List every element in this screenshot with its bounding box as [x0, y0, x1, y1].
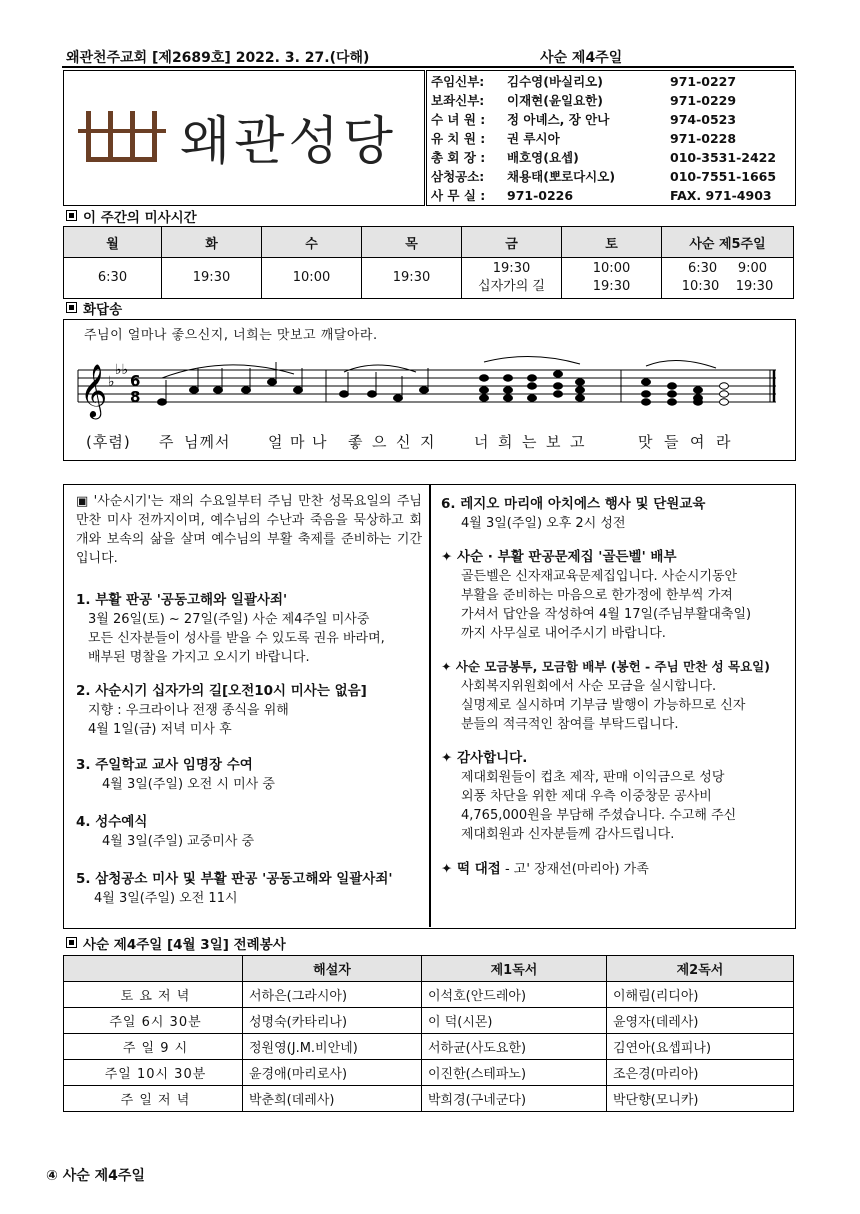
notice-item: 2. 사순시기 십자가의 길[오전10시 미사는 없음] 지향 : 우크라이나 전쟁 종식을 위해 4월 1일(금) 저녁 미사 후 [76, 683, 367, 737]
mass-time: 19:30 [362, 258, 462, 299]
contact-phone: 010-7551-1665 [670, 169, 777, 184]
table-row: 주일 10시 30분 윤경애(마리로사) 이진한(스테파노) 조은경(마리아) [64, 1060, 794, 1086]
notice-item: 4. 성수예식 4월 3일(주일) 교중미사 중 [76, 814, 255, 849]
notice-item: ✦ 사순 · 부활 판공문제집 '골든벨' 배부 골든벨은 신자재교육문제집입니다. 사순시기동안 부활을 준비하는 마음으로 한가정에 한부씩 가져 가셔서 답안을 작성하여 4월 17일(주님부활대축일) 까지 사무실로 내어주시기 바랍니다. [441, 549, 752, 641]
notice-item: 3. 주일학교 교사 임명장 수여 4월 3일(주일) 오전 시 미사 중 [76, 757, 275, 792]
contact-name: 권 루시아 [507, 131, 560, 146]
day-header: 금 [462, 227, 562, 258]
mass-time: 19:30 십자가의 길 [462, 258, 562, 299]
notice-item: ✦ 떡 대접 - 고' 장재선(마리아) 가족 [441, 861, 649, 877]
contact-phone: 971-0229 [670, 93, 737, 108]
service-header: 제1독서 [422, 956, 607, 982]
mass-time: 19:30 [162, 258, 262, 299]
mass-time: 6:30 [64, 258, 162, 299]
liturgical-day: 사순 제4주일 [540, 50, 623, 66]
notices-left-column [76, 590, 424, 908]
table-row: 주일 6시 30분 성명숙(카타리나) 이 덕(시몬) 윤영자(데레사) [64, 1008, 794, 1034]
contact-role: 사 무 실 : [431, 188, 486, 203]
mass-section-title: 이 주간의 미사시간 [66, 206, 197, 226]
day-header: 사순 제5주일 [662, 227, 794, 258]
notices-right-column [441, 494, 791, 879]
square-bullet-icon [66, 302, 77, 313]
contact-phone: 971-0228 [670, 131, 737, 146]
notice-item: 6. 레지오 마리애 아치에스 행사 및 단원교육 4월 3일(주일) 오후 2시 성전 [441, 496, 706, 531]
mass-time: 6:30 9:00 10:30 19:30 [662, 258, 794, 299]
mass-schedule-table [63, 226, 794, 299]
service-header: 해설자 [243, 956, 422, 982]
svg-text:♭♭: ♭♭ [115, 362, 129, 378]
notice-item: ✦ 사순 모금봉투, 모금함 배부 (봉헌 - 주님 만찬 성 목요일) 사회복지위원회에서 사순 모금을 실시합니다. 실명제로 실시하며 기부금 발행이 가능하므로 신자 분들의 적극적인 참여를 부탁드립니다. [441, 659, 770, 732]
notice-item: ✦ 감사합니다. 제대회원들이 컵초 제작, 판매 이익금으로 성당 외풍 차단을 위한 제대 우측 이중창문 공사비 4,765,000원을 부담해 주셨습니다. 수고해 주신 제대회원과 신자분들께 감사드립니다. [441, 750, 737, 842]
page-footer: ④ 사순 제4주일 [46, 1168, 145, 1184]
contact-panel [426, 70, 796, 206]
hymn-section-title: 화답송 [66, 298, 122, 318]
hymn-verse: 주님이 얼마나 좋으신지, 너희는 맛보고 깨달아라. [84, 328, 378, 343]
svg-text:8: 8 [130, 388, 141, 406]
column-divider [429, 484, 431, 927]
bulletin-info: 왜관천주교회 [제2689호] 2022. 3. 27.(다해) [66, 50, 370, 66]
contact-name: 이재현(윤일요한) [507, 93, 603, 108]
day-header: 화 [162, 227, 262, 258]
header-rule [62, 66, 794, 68]
contact-role: 유 치 원 : [431, 131, 486, 146]
contact-name: 김수영(바실리오) [507, 74, 603, 89]
service-header: 제2독서 [607, 956, 794, 982]
contact-role: 삼청공소: [431, 169, 485, 184]
contact-name: 정 아녜스, 장 안나 [507, 112, 610, 127]
hymn-lyrics: (후렴) 주 님께서 얼 마 나 좋 으 신 지 너 희 는 보 고 맛 들 여 라 [86, 433, 732, 451]
table-row: 주 일 9 시 정원영(J.M.비안네) 서하균(사도요한) 김연아(요셉피나) [64, 1034, 794, 1060]
contact-name: 채용태(뽀로다시오) [507, 169, 616, 184]
mass-time: 10:00 [262, 258, 362, 299]
service-header [64, 956, 243, 982]
contact-name: 배호영(요셉) [507, 150, 579, 165]
contact-role: 주임신부: [431, 74, 485, 89]
day-header: 목 [362, 227, 462, 258]
music-staff [76, 352, 781, 426]
contact-role: 보좌신부: [431, 93, 485, 108]
contact-name: 971-0226 [507, 188, 574, 203]
parish-name-logo: 왜관성당 [180, 112, 397, 172]
day-header: 수 [262, 227, 362, 258]
contact-phone: FAX. 971-4903 [670, 188, 772, 203]
day-header: 월 [64, 227, 162, 258]
day-header: 토 [562, 227, 662, 258]
mass-time: 10:00 19:30 [562, 258, 662, 299]
hymn-box [63, 319, 796, 461]
table-row: 토 요 저 녁 서하은(그라시아) 이석호(안드레아) 이해림(리디아) [64, 982, 794, 1008]
svg-text:6: 6 [130, 372, 141, 390]
service-section-title: 사순 제4주일 [4월 3일] 전례봉사 [66, 933, 286, 953]
contact-phone: 010-3531-2422 [670, 150, 777, 165]
lent-intro: ▣ '사순시기'는 재의 수요일부터 주님 만찬 성목요일의 주님 만찬 미사 전까지이며, 예수님의 수난과 죽음을 묵상하고 회개와 보속의 삶을 살며 예수님의 부활 축제를 준비하는 기간입니다. [76, 494, 422, 566]
contact-phone: 974-0523 [670, 112, 737, 127]
notice-item: 5. 삼청공소 미사 및 부활 판공 '공동고해와 일괄사죄' 4월 3일(주일) 오전 11시 [76, 871, 393, 906]
treble-clef-icon: 𝄞 [80, 363, 108, 417]
contact-role: 총 회 장 : [431, 150, 486, 165]
church-logo-icon [78, 105, 168, 167]
service-table [63, 955, 794, 1112]
contact-role: 수 녀 원 : [431, 112, 486, 127]
logo-box [63, 70, 425, 206]
square-bullet-icon [66, 210, 77, 221]
svg-text:♭: ♭ [108, 374, 115, 390]
square-bullet-icon [66, 937, 77, 948]
notice-item: 1. 부활 판공 '공동고해와 일괄사죄' 3월 26일(토) ~ 27일(주일) 사순 제4주일 미사중 모든 신자분들이 성사를 받을 수 있도록 권유 바라며, 배부된 명찰을 가지고 오시기 바랍니다. [76, 592, 385, 665]
table-row: 주 일 저 녁 박춘희(데레사) 박희경(구네군다) 박단향(모니카) [64, 1086, 794, 1112]
contact-phone: 971-0227 [670, 74, 737, 89]
